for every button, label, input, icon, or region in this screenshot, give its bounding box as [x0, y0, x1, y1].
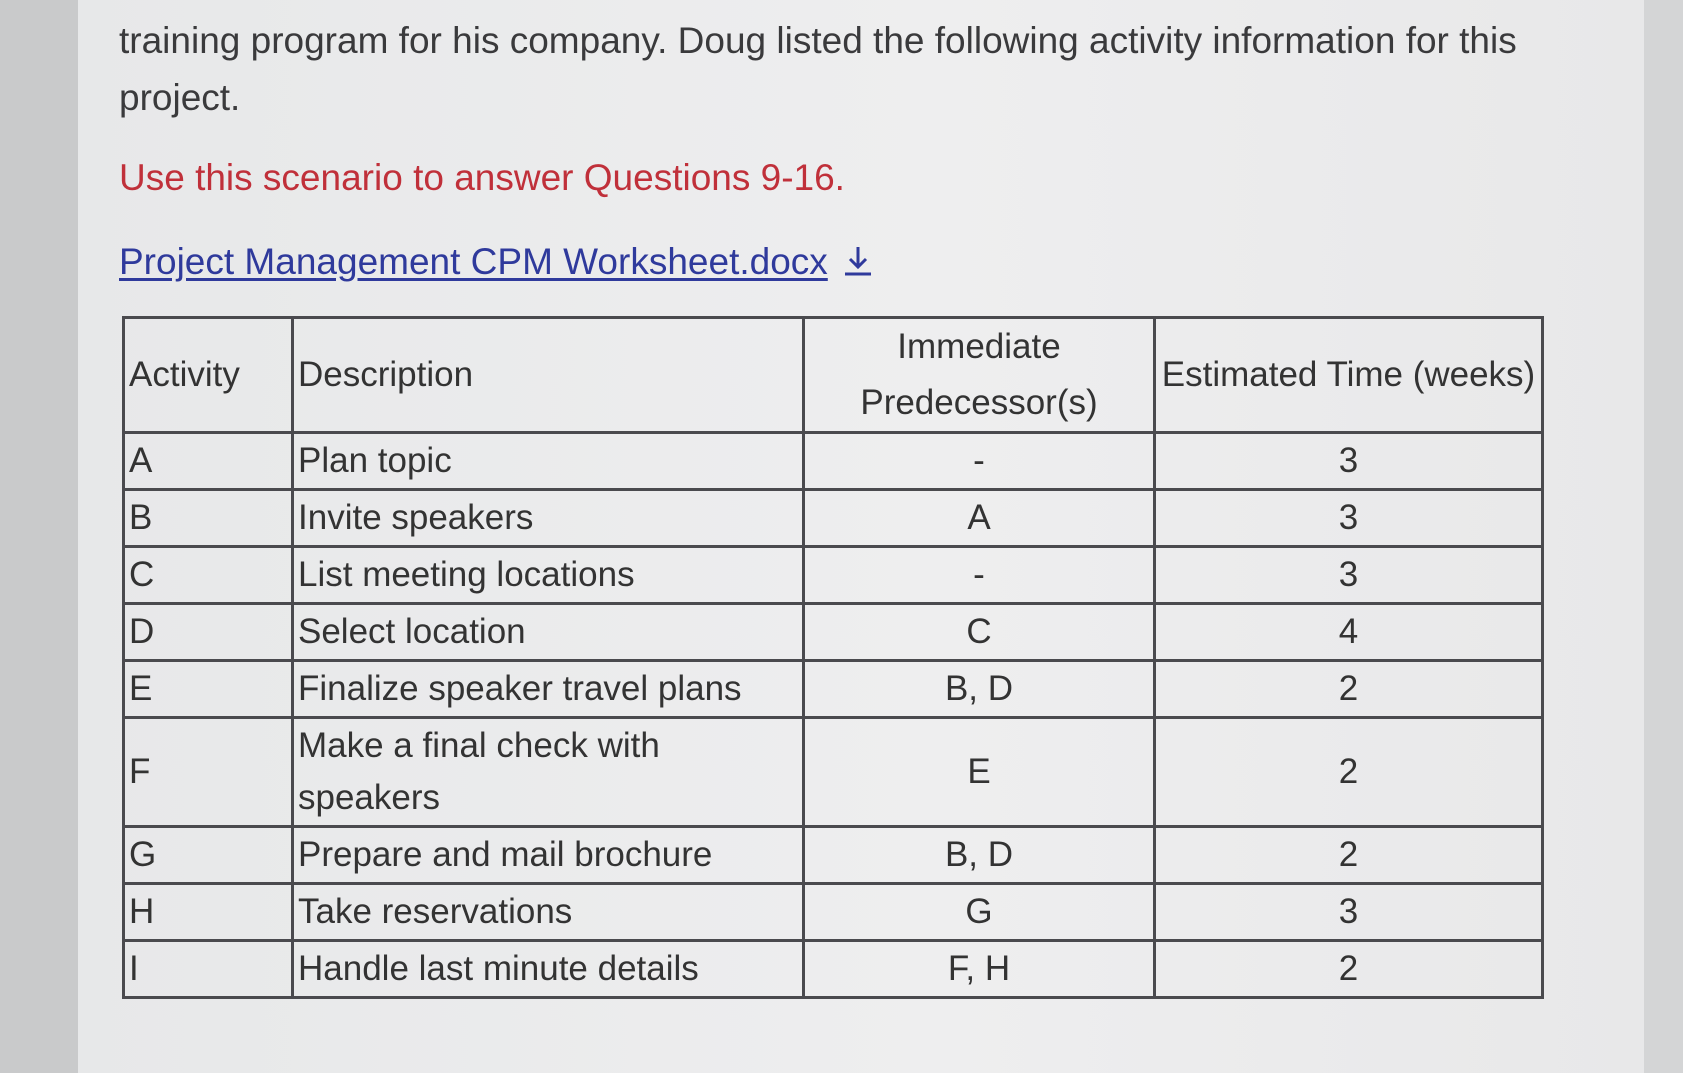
- worksheet-download-link[interactable]: [119, 236, 876, 288]
- table-row: [124, 661, 1543, 718]
- header-description: Description: [293, 318, 804, 433]
- description-cell: Plan topic: [293, 433, 804, 490]
- activity-cell: H: [124, 884, 293, 941]
- predecessor-cell: E: [804, 718, 1155, 827]
- predecessor-cell: -: [804, 433, 1155, 490]
- scenario-note: Use this scenario to answer Questions 9-16.: [119, 157, 845, 198]
- activity-cell: D: [124, 604, 293, 661]
- table-row: [124, 604, 1543, 661]
- activity-table: [122, 316, 1544, 999]
- predecessor-cell: A: [804, 490, 1155, 547]
- table-row: [124, 827, 1543, 884]
- time-cell: 2: [1155, 661, 1543, 718]
- activity-cell: G: [124, 827, 293, 884]
- description-cell: Make a final check with speakers: [293, 718, 804, 827]
- activity-cell: C: [124, 547, 293, 604]
- table-header-row: [124, 318, 1543, 433]
- table-row: [124, 433, 1543, 490]
- time-cell: 3: [1155, 547, 1543, 604]
- activity-cell: A: [124, 433, 293, 490]
- activity-cell: F: [124, 718, 293, 827]
- table-row: [124, 547, 1543, 604]
- time-cell: 3: [1155, 433, 1543, 490]
- time-cell: 4: [1155, 604, 1543, 661]
- header-time: Estimated Time (weeks): [1155, 318, 1543, 433]
- description-cell: List meeting locations: [293, 547, 804, 604]
- time-cell: 2: [1155, 718, 1543, 827]
- time-cell: 2: [1155, 941, 1543, 998]
- time-cell: 3: [1155, 884, 1543, 941]
- description-cell: Select location: [293, 604, 804, 661]
- predecessor-cell: B, D: [804, 827, 1155, 884]
- download-arrow-icon[interactable]: [840, 240, 876, 276]
- activity-cell: B: [124, 490, 293, 547]
- predecessor-cell: B, D: [804, 661, 1155, 718]
- description-cell: Finalize speaker travel plans: [293, 661, 804, 718]
- description-cell: Prepare and mail brochure: [293, 827, 804, 884]
- predecessor-cell: F, H: [804, 941, 1155, 998]
- table-row: [124, 490, 1543, 547]
- activity-cell: I: [124, 941, 293, 998]
- table-row: [124, 941, 1543, 998]
- activity-cell: E: [124, 661, 293, 718]
- description-cell: Take reservations: [293, 884, 804, 941]
- time-cell: 3: [1155, 490, 1543, 547]
- predecessor-cell: -: [804, 547, 1155, 604]
- intro-paragraph: training program for his company. Doug listed the following activity information for this project.: [119, 20, 1517, 118]
- header-predecessors: Immediate Predecessor(s): [804, 318, 1155, 433]
- predecessor-cell: C: [804, 604, 1155, 661]
- header-activity: Activity: [124, 318, 293, 433]
- description-cell: Handle last minute details: [293, 941, 804, 998]
- worksheet-link-label[interactable]: Project Management CPM Worksheet.docx: [119, 241, 828, 282]
- predecessor-cell: G: [804, 884, 1155, 941]
- description-cell: Invite speakers: [293, 490, 804, 547]
- table-row: [124, 884, 1543, 941]
- table-row: [124, 718, 1543, 827]
- time-cell: 2: [1155, 827, 1543, 884]
- screen-edge: [1644, 0, 1683, 1073]
